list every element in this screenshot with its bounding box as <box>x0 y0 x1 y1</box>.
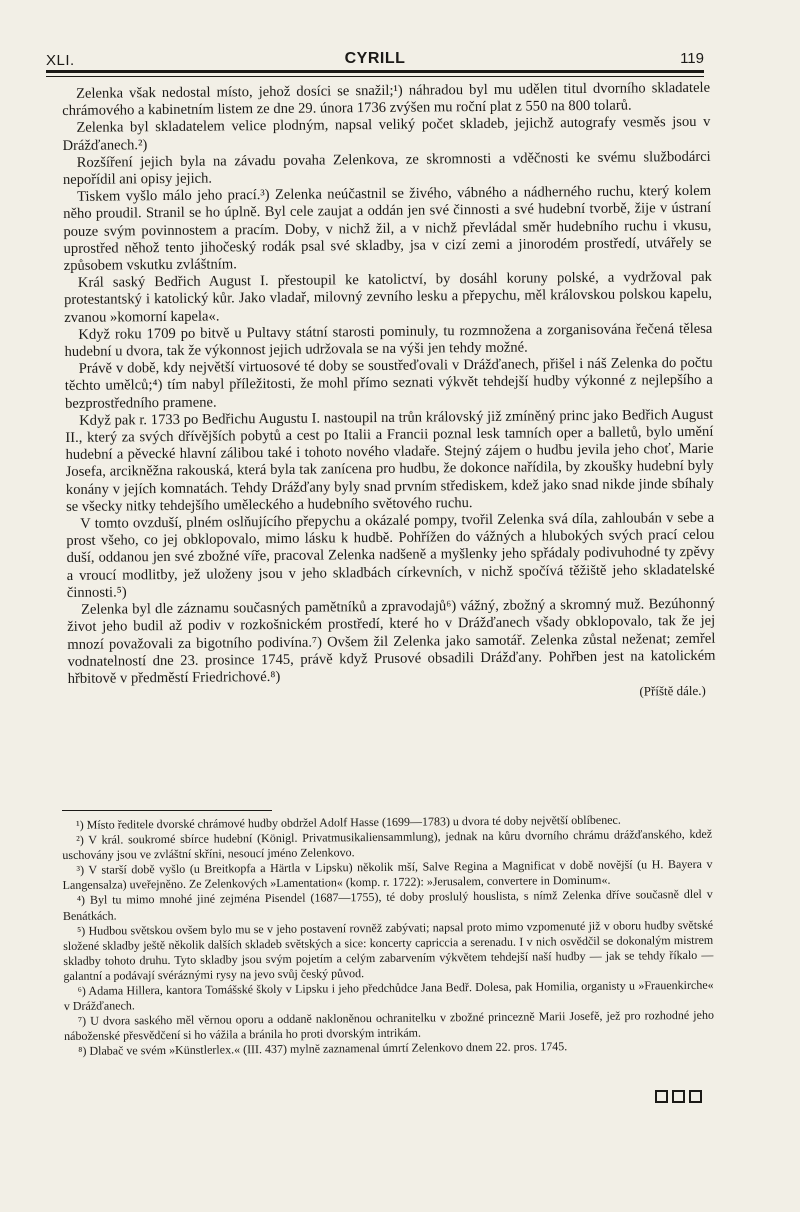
end-ornament <box>655 1090 702 1103</box>
paragraph: Zelenka byl dle záznamu současných pamětníků a zpravodajů⁶) vážný, zbožný a skromný muž. Bezúhonný život jeho budil až podiv v rozkošnickém prostředí, které ho v Drážďanech všady obklopovalo, tak že jej mnozí považovali za bigotního podivína.⁷) Ovšem žil Zelenka jako samotář. Zelenka zůstal neženat; zemřel vodnatelností dne 23. prosince 1745, právě když Prusové obsadili Drážďany. Pohřben jest na katolickém hřbitově v předměstí Friedrichové.⁸) <box>67 595 716 687</box>
footnotes <box>62 812 714 1060</box>
footnote: ²) V král. soukromé sbírce hudební (Königl. Privatmusikaliensammlung), jednak na kůru dvorního chrámu drážďanského, kdež uschovány jsou ve zvláštní skříni, nesoucí jméno Zelenkovo. <box>62 826 713 863</box>
footnote-divider <box>62 810 272 811</box>
footnote: ⁸) Dlabač ve svém »Künstlerlex.« (III. 437) mylně zaznamenal úmrtí Zelenkovo dnem 22. pros. 1745. <box>78 1039 568 1059</box>
header-rule-thick <box>46 70 704 73</box>
ornament-square-icon <box>672 1090 685 1103</box>
ornament-square-icon <box>655 1090 668 1103</box>
paragraph: Král saský Bedřich August I. přestoupil ke katolictví, by dosáhl koruny polské, a vydržoval pak protestantský i katolický kůr. Jako vladař, milovný zevního lesku a přepychu, měl královskou polskou kapelu, zvanou »komorní kapela«. <box>63 269 713 326</box>
running-title: CYRILL <box>344 50 406 67</box>
paragraph: Tiskem vyšlo málo jeho prací.³) Zelenka neúčastnil se živého, vábného a nádherného ruchu, který kolem něho proudil. Stranil se ho úplně. Byl cele zaujat a oddán jen své činnosti a své hudební tvorbě, žije v ústraní pouze svým povinnostem a pracím. Doby, v nichž žil, a v nichž převládal směr hudebního ruchu i vkusu, uprostřed něhož tento jihočeský rodák psal své skladby, jsa v cizí zemi a jinorodém prostředí, utvářely se způsobem vskutku zvláštním. <box>63 182 712 275</box>
footnote: ¹) Místo ředitele dvorské chrámové hudby obdržel Adolf Hasse (1699—1783) u dvora té doby největší oblíbenec. <box>75 812 621 832</box>
article-body <box>62 80 716 706</box>
paragraph: V tomto ovzduší, plném oslňujícího přepychu a okázalé pompy, tvořil Zelenka svá díla, zahloubán v sebe a prost všeho, co jej obklopovalo, mimo lásku k hudbě. Pohřížen do vážných a hlubokých svých prací celou duší, oddanou jen své zbožné víře, pracoval Zelenka nadšeně a myšlenky jeho spřádaly podivuhodné ty zpěvy a vroucí modlitby, jež uloženy jsou v jeho skladbách církevních, v nichž spočívá těžiště jeho skladatelské činnosti.⁵) <box>66 509 715 601</box>
continued-note: (Příště dále.) <box>639 682 706 699</box>
page-number: 119 <box>680 50 704 67</box>
paragraph: Rozšíření jejich byla na závadu povaha Zelenkova, ze skromnosti a vděčnosti ke svému službodárci nepořídil ani opisy jejich. <box>62 148 711 189</box>
footnote: ⁴) Byl tu mimo mnohé jiné zejména Pisendel (1687—1755), té doby proslulý houslista, s nímž Zelenka dříve současně dlel v Benátkách. <box>62 887 713 923</box>
footnote: ³) V starší době vyšlo (u Breitkopfa a Härtla v Lipsku) několik mší, Salve Regina a Magnificat v době novější (u H. Bayera v Langensalza) uveřejněno. Ze Zelenkových »Lamentation« (komp. r. 1722): »Jerusalem, convertere in Dominum«. <box>62 857 713 893</box>
ornament-square-icon <box>689 1090 702 1103</box>
paragraph: Když pak r. 1733 po Bedřichu Augustu I. nastoupil na trůn královský již zmíněný princ jako Bedřich August II., který za svých dřívějších pobytů a cest po Italii a Francii poznal lesk tamních oper a balletů, bylo umění hudební a pěvecké hlavní zálibou také i tohoto nového vladaře. Stejný zájem o hudbu jevila jeho choť, Marie Josefa, arcikněžna rakouská, která byla tak zanícena pro hudbu, že dokonce nařídila, by zkoušky hudební byly konány v jejích komnatách. Tehdy Drážďany byly snad prvním střediskem, kdež jako snad nikde jinde sbíhaly se všecky nitky tehdejšího uměleckého a hudebního světového ruchu. <box>65 406 714 515</box>
paragraph: Zelenka však nedostal místo, jehož dosíci se snažil;¹) náhradou byl mu udělen titul dvorního skladatele chrámového a kabinetním listem ze dne 29. února 1736 zvýšen mu roční plat z 550 na 800 tolarů. <box>62 79 711 120</box>
footnote: ⁶) Adama Hillera, kantora Tomášské školy v Lipsku i jeho předchůdce Jana Bedř. Dolesa, pak Homilia, organisty u »Frauenkirche« v Drážďanech. <box>63 977 714 1014</box>
footnote: ⁵) Hudbou světskou ovšem bylo mu se v jeho postavení rovněž zabývati; napsal proto mimo vzpomenuté již v oboru hudby světské složené skladby ještě několik dalších skladeb světských a sice: koncerty capriccia a serenadu. I v nich osvědčil se dokonalým mistrem skladby tohoto druhu. Tyto skladby jsou svým pojetím a celým zabarvením výkvětem tehdejší naší hudby — jak se tehdy říkalo — galantní a podávají svéráznými rysy na jevo svůj český původ. <box>63 917 714 983</box>
paragraph: Právě v době, kdy největší virtuosové té doby se soustřeďovali v Drážďanech, přišel i náš Zelenka do počtu těchto umělců;⁴) tím nabyl příležitosti, že mohl přímo seznati výkvět tehdejší hudby výkonné z nejlepšího a bezprostředního pramene. <box>64 355 713 412</box>
paragraph: Zelenka byl skladatelem velice plodným, napsal veliký počet skladeb, jejichž autografy vesměs jsou v Drážďanech.²) <box>62 114 711 154</box>
running-header <box>46 50 704 72</box>
section-number: XLI. <box>46 52 75 69</box>
footnote: ⁷) U dvora saského měl věrnou oporu a oddaně nakloněnou ochranitelku v zbožné princezně Marii Josefě, jež pro rozhodné jeho náboženské přesvědčení si ho vážila a bránila ho proti dvorským intrikám. <box>64 1007 714 1044</box>
paragraph: Když roku 1709 po bitvě u Pultavy státní starosti pominuly, tu rozmnožena a zorganisována řečená tělesa hudební u dvora, tak že výkonnost jejich udržovala se na výši jen tehdy možné. <box>64 320 713 361</box>
header-rule-thin <box>46 76 704 77</box>
